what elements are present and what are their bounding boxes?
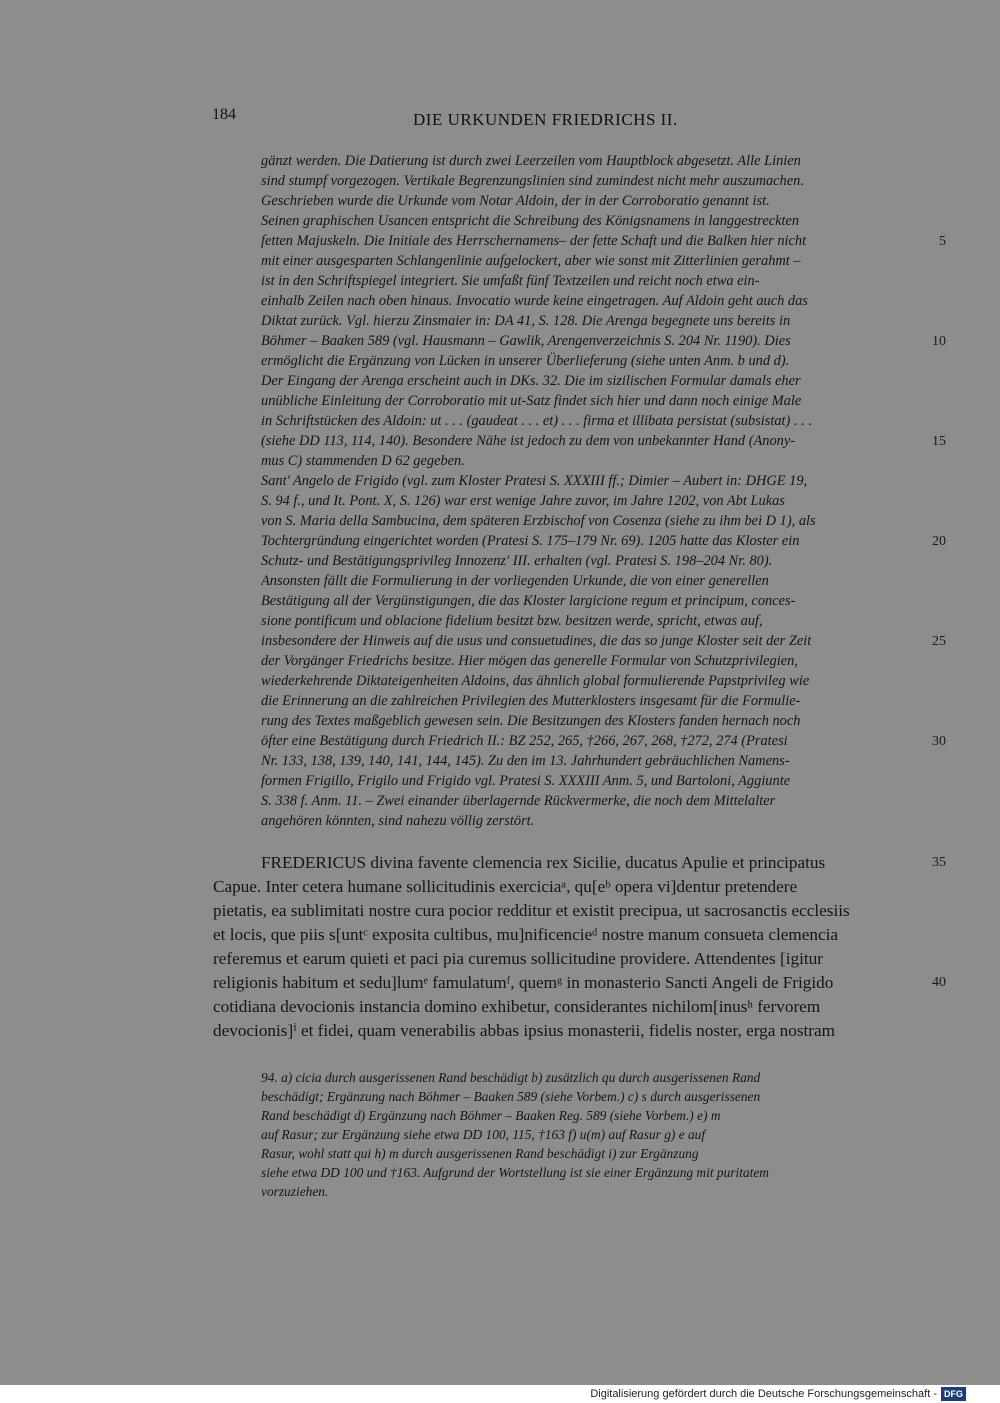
charter-line: Capue. Inter cetera humane sollicitudinis exerciciaᵃ, qu[eᵇ opera vi]dentur pretendere — [213, 877, 798, 896]
charter-line: cotidiana devocionis instancia domino exhibetur, considerantes nichilom[inusʰ fervorem — [213, 997, 821, 1016]
commentary-line: unübliche Einleitung der Corroboratio mit ut-Satz findet sich hier und dann noch einige Male — [261, 393, 802, 409]
line-number: 30 — [932, 734, 946, 749]
charter-line: FREDERICUS divina favente clemencia rex Sicilie, ducatus Apulie et principatus — [261, 853, 826, 872]
commentary-line: Tochtergründung eingerichtet worden (Pratesi S. 175–179 Nr. 69). 1205 hatte das Kloster ein — [261, 533, 800, 549]
charter-line: religionis habitum et sedu]lumᵉ famulatumᶠ, quemᵍ in monasterio Sancti Angeli de Frigido — [213, 973, 834, 992]
footnote-line: auf Rasur; zur Ergänzung siehe etwa DD 100, 115, †163 f) u(m) auf Rasur g) e auf — [261, 1127, 706, 1142]
commentary-line: Schutz- und Bestätigungsprivileg Innozenz' III. erhalten (vgl. Pratesi S. 198–204 Nr. 80). — [261, 553, 773, 569]
commentary-line: gänzt werden. Die Datierung ist durch zwei Leerzeilen vom Hauptblock abgesetzt. Alle Linien — [261, 153, 801, 169]
commentary-line: formen Frigillo, Frigilo und Frigido vgl. Pratesi S. XXXIII Anm. 5, und Bartoloni, Aggiunte — [261, 773, 791, 789]
commentary-line: einhalb Zeilen nach oben hinaus. Invocatio wurde keine eingetragen. Auf Aldoin geht auch das — [261, 293, 808, 309]
page-number: 184 — [212, 106, 236, 123]
footnote-line: beschädigt; Ergänzung nach Böhmer – Baaken 589 (siehe Vorbem.) c) s durch ausgerissenen — [261, 1089, 761, 1104]
commentary-line: fetten Majuskeln. Die Initiale des Herrschernamens– der fette Schaft und die Balken hier nicht — [261, 233, 807, 249]
footnote-line: 94. a) cicia durch ausgerissenen Rand beschädigt b) zusätzlich qu durch ausgerissenen Rand — [261, 1070, 761, 1085]
commentary-line: S. 338 f. Anm. 11. – Zwei einander überlagernde Rückvermerke, die noch dem Mittelalter — [261, 793, 776, 809]
commentary-line: (siehe DD 113, 114, 140). Besondere Nähe ist jedoch zu dem von unbekannter Hand (Anony- — [261, 433, 796, 449]
commentary-line: wiederkehrende Diktateigenheiten Aldoins, das ähnlich global formulierende Papstprivileg wie — [261, 673, 810, 689]
commentary-line: Seinen graphischen Usancen entspricht die Schreibung des Königsnamens in langgestreckten — [261, 213, 800, 229]
commentary-line: Der Eingang der Arenga erscheint auch in DKs. 32. Die im sizilischen Formular damals eher — [261, 373, 801, 389]
commentary-line: Böhmer – Baaken 589 (vgl. Hausmann – Gawlik, Arengenverzeichnis S. 204 Nr. 1190). Dies — [261, 333, 791, 349]
line-number: 15 — [932, 434, 946, 449]
commentary-line: die Erinnerung an die zahlreichen Privilegien des Mutterklosters insgesamt für die Formulie- — [261, 693, 801, 709]
footnote-line: Rand beschädigt d) Ergänzung nach Böhmer – Baaken Reg. 589 (siehe Vorbem.) e) m — [261, 1108, 721, 1123]
footnote-line: Rasur, wohl statt qui h) m durch ausgerissenen Rand beschädigt i) zur Ergänzung — [261, 1146, 699, 1161]
line-number: 40 — [932, 975, 946, 990]
commentary-line: insbesondere der Hinweis auf die usus und consuetudines, die das so junge Kloster seit der Zeit — [261, 633, 812, 649]
commentary-line: sione pontificum und oblacione fidelium besitzt bzw. besitzen werde, spricht, etwas auf, — [261, 613, 763, 629]
commentary-line: ermöglicht die Ergänzung von Lücken in unserer Überlieferung (siehe unten Anm. b und d). — [261, 353, 790, 369]
charter-line: devocionis]ⁱ et fidei, quam venerabilis abbas ipsius monasterii, fidelis noster, erga nostram — [213, 1021, 836, 1040]
commentary-line: Bestätigung all der Vergünstigungen, die das Kloster largicione regum et principum, conces- — [261, 593, 796, 609]
commentary-line: mit einer ausgesparten Schlangenlinie aufgelockert, aber wie sonst mit Zitterlinien gerahmt – — [261, 253, 801, 269]
commentary-line: angehören könnten, sind nahezu völlig zerstört. — [261, 813, 535, 829]
footnote-line: siehe etwa DD 100 und †163. Aufgrund der Wortstellung ist sie einer Ergänzung mit puritatem — [261, 1165, 769, 1180]
commentary-line: öfter eine Bestätigung durch Friedrich II.: BZ 252, 265, †266, 267, 268, †272, 274 (Pratesi — [261, 733, 788, 749]
commentary-line: sind stumpf vorgezogen. Vertikale Begrenzungslinien sind zumindest nicht mehr auszumachen. — [261, 173, 804, 189]
commentary-line: Ansonsten fällt die Formulierung in der vorliegenden Urkunde, die von einer generellen — [261, 573, 769, 589]
commentary-line: rung des Textes maßgeblich gewesen sein. Die Besitzungen des Klosters fanden hernach noch — [261, 713, 801, 729]
line-number: 5 — [939, 234, 946, 249]
dfg-logo: DFG — [941, 1387, 966, 1401]
commentary-line: Nr. 133, 138, 139, 140, 141, 144, 145). Zu den im 13. Jahrhundert gebräuchlichen Namens- — [261, 753, 790, 769]
commentary-line: Sant' Angelo de Frigido (vgl. zum Kloster Pratesi S. XXXIII ff.; Dimier – Aubert in: DHGE 19, — [261, 473, 808, 489]
commentary-line: ist in den Schriftspiegel integriert. Sie umfaßt fünf Textzeilen und reicht noch etwa ein- — [261, 273, 760, 289]
footnote-line: vorzuziehen. — [261, 1184, 329, 1199]
charter-line: referemus et earum quieti et paci pia curemus sollicitudine providere. Attendentes [igitur — [213, 949, 823, 968]
line-number: 20 — [932, 534, 946, 549]
credit-text: Digitalisierung gefördert durch die Deutsche Forschungsgemeinschaft - — [590, 1388, 937, 1400]
commentary-line: S. 94 f., und It. Pont. X, S. 126) war erst wenige Jahre zuvor, im Jahre 1202, von Abt Lukas — [261, 493, 785, 509]
commentary-line: Geschrieben wurde die Urkunde vom Notar Aldoin, der in der Corroboratio genannt ist. — [261, 193, 770, 209]
commentary-line: mus C) stammenden D 62 gegeben. — [261, 453, 465, 469]
charter-line: et locis, que piis s[untᶜ exposita cultibus, mu]nificencieᵈ nostre manum consueta clemencia — [213, 925, 838, 944]
commentary-line: Diktat zurück. Vgl. hierzu Zinsmaier in: DA 41, S. 128. Die Arenga begegnete uns bereits in — [261, 313, 791, 329]
commentary-line: in Schriftstücken des Aldoin: ut . . . (gaudeat . . . et) . . . firma et illibata persistat (subsistat) . . . — [261, 413, 812, 429]
charter-line: pietatis, ea sublimitati nostre cura pocior redditur et existit precipua, ut sacrosanctis ecclesiis — [213, 901, 850, 920]
line-number: 25 — [932, 634, 946, 649]
commentary-line: der Vorgänger Friedrichs besitze. Hier mögen das generelle Formular von Schutzprivilegien, — [261, 653, 798, 669]
line-number: 35 — [932, 855, 946, 870]
digitization-credit — [590, 1387, 966, 1401]
commentary-line: von S. Maria della Sambucina, dem späteren Erzbischof von Cosenza (siehe zu ihm bei D 1), als — [261, 513, 816, 529]
line-number: 10 — [932, 334, 946, 349]
running-title: DIE URKUNDEN FRIEDRICHS II. — [413, 110, 678, 129]
